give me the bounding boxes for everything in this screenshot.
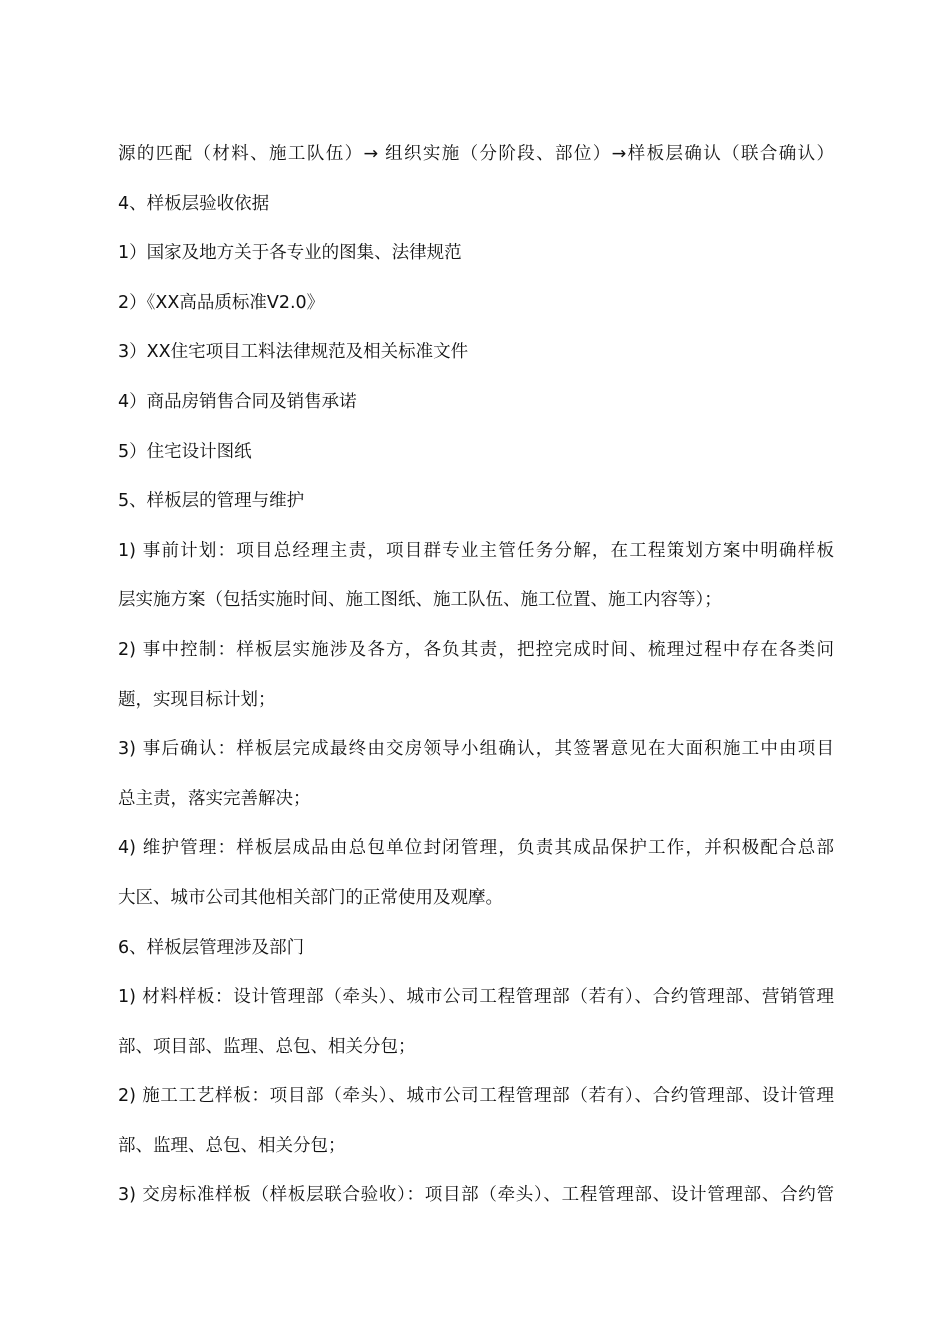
list-item: 2）《XX高品质标准V2.0》 bbox=[118, 292, 325, 313]
paragraph-line: 2) 事中控制：样板层实施涉及各方，各负其责，把控完成时间、梳理过程中存在各类问 bbox=[118, 639, 834, 660]
paragraph-line: 2) 施工工艺样板：项目部（牵头）、城市公司工程管理部（若有）、合约管理部、设计管理 bbox=[118, 1086, 834, 1107]
section-heading: 4、样板层验收依据 bbox=[118, 193, 270, 214]
section-heading: 5、样板层的管理与维护 bbox=[118, 491, 305, 512]
list-item: 3）XX住宅项目工料法律规范及相关标准文件 bbox=[118, 342, 469, 363]
list-item: 5）住宅设计图纸 bbox=[118, 441, 252, 462]
section-heading: 6、样板层管理涉及部门 bbox=[118, 937, 305, 958]
paragraph-line: 3) 交房标准样板（样板层联合验收）：项目部（牵头）、工程管理部、设计管理部、合约管 bbox=[118, 1185, 834, 1206]
list-item: 4）商品房销售合同及销售承诺 bbox=[118, 391, 357, 412]
paragraph-line: 大区、城市公司其他相关部门的正常使用及观摩。 bbox=[118, 887, 503, 908]
paragraph-line: 总主责，落实完善解决； bbox=[118, 788, 311, 809]
paragraph-line: 层实施方案（包括实施时间、施工图纸、施工队伍、施工位置、施工内容等）； bbox=[118, 590, 722, 611]
paragraph-line: 1) 材料样板：设计管理部（牵头）、城市公司工程管理部（若有）、合约管理部、营销管理 bbox=[118, 987, 834, 1008]
document-body bbox=[118, 130, 834, 1221]
list-item: 1）国家及地方关于各专业的图集、法律规范 bbox=[118, 243, 462, 264]
paragraph-line: 3) 事后确认：样板层完成最终由交房领导小组确认，其签署意见在大面积施工中由项目 bbox=[118, 739, 834, 760]
paragraph-line: 部、项目部、监理、总包、相关分包； bbox=[118, 1036, 416, 1057]
paragraph-line: 题，实现目标计划； bbox=[118, 689, 276, 710]
paragraph-line: 源的匹配（材料、施工队伍）→ 组织实施（分阶段、部位）→样板层确认（联合确认） bbox=[118, 144, 834, 164]
paragraph-line: 1) 事前计划：项目总经理主责，项目群专业主管任务分解，在工程策划方案中明确样板 bbox=[118, 540, 834, 561]
paragraph-line: 部、监理、总包、相关分包； bbox=[118, 1135, 346, 1156]
paragraph-line: 4) 维护管理：样板层成品由总包单位封闭管理，负责其成品保护工作，并积极配合总部 bbox=[118, 838, 834, 859]
